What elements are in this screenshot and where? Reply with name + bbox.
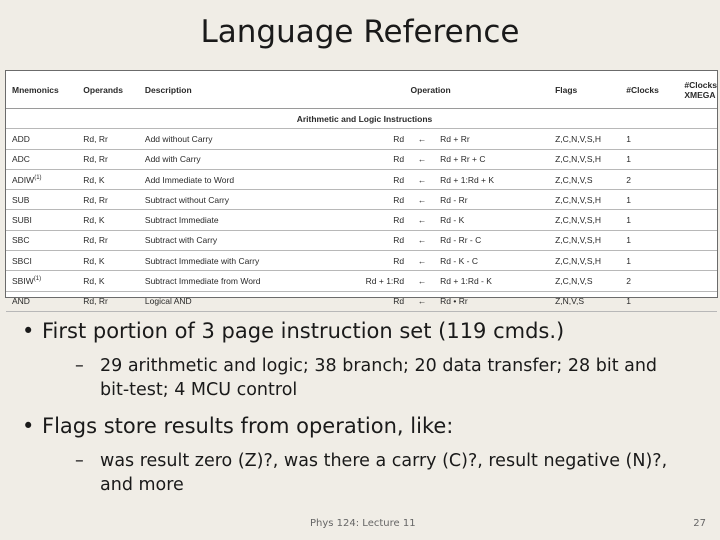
cell-clocks-xmega bbox=[678, 129, 717, 149]
operation-expr: Rd • Rr bbox=[440, 296, 468, 307]
cell-clocks-xmega bbox=[678, 149, 717, 169]
cell-flags: Z,C,N,V,S,H bbox=[549, 129, 620, 149]
operation-dest: Rd + 1:Rd bbox=[365, 276, 405, 287]
cell-clocks: 1 bbox=[620, 291, 678, 311]
left-arrow-icon: ← bbox=[417, 174, 427, 185]
cell-mnemonic bbox=[6, 291, 77, 311]
page-number: 27 bbox=[693, 518, 706, 529]
cell-operation bbox=[306, 149, 549, 169]
operation-expr: Rd - Rr bbox=[440, 194, 468, 205]
cell-clocks: 1 bbox=[620, 149, 678, 169]
instruction-table-image bbox=[5, 70, 718, 307]
cell-description: Subtract Immediate from Word bbox=[139, 271, 306, 291]
bullet-dot: • bbox=[22, 319, 35, 343]
cell-clocks-xmega bbox=[678, 210, 717, 230]
bullet-1-text: First portion of 3 page instruction set (119 cmds.) bbox=[42, 319, 565, 343]
cell-description: Subtract Immediate bbox=[139, 210, 306, 230]
table-row bbox=[6, 271, 717, 291]
sub-bullet-dash: – bbox=[75, 451, 84, 471]
left-arrow-icon: ← bbox=[417, 215, 427, 226]
slide-title: Language Reference bbox=[200, 14, 520, 50]
sub-bullet-1 bbox=[75, 354, 690, 402]
cell-mnemonic bbox=[6, 230, 77, 250]
cell-mnemonic bbox=[6, 210, 77, 230]
cell-flags: Z,C,N,V,S,H bbox=[549, 149, 620, 169]
sub-bullet-1-text: 29 arithmetic and logic; 38 branch; 20 data transfer; 28 bit and bit-test; 4 MCU control bbox=[100, 356, 658, 400]
instruction-table bbox=[6, 71, 717, 312]
cell-flags: Z,C,N,V,S,H bbox=[549, 210, 620, 230]
cell-flags: Z,C,N,V,S bbox=[549, 271, 620, 291]
operation-dest: Rd bbox=[393, 154, 405, 165]
mnemonic-text: ADIW bbox=[12, 174, 35, 185]
left-arrow-icon: ← bbox=[417, 276, 427, 287]
cell-clocks: 1 bbox=[620, 230, 678, 250]
bullet-2-text: Flags store results from operation, like: bbox=[42, 414, 454, 438]
mnemonic-text: AND bbox=[12, 296, 30, 307]
operation-expr: Rd + 1:Rd - K bbox=[440, 276, 492, 287]
cell-mnemonic bbox=[6, 169, 77, 189]
sub-bullet-2-text: was result zero (Z)?, was there a carry (C)?, result negative (N)?, and more bbox=[100, 451, 668, 495]
left-arrow-icon: ← bbox=[417, 235, 427, 246]
cell-operands: Rd, K bbox=[77, 210, 139, 230]
table-header-row bbox=[6, 71, 717, 109]
cell-operands: Rd, Rr bbox=[77, 190, 139, 210]
cell-description: Add with Carry bbox=[139, 149, 306, 169]
operation-expr: Rd - Rr - C bbox=[440, 235, 482, 246]
left-arrow-icon: ← bbox=[417, 154, 427, 165]
mnemonic-text: SBC bbox=[12, 235, 30, 246]
operation-dest: Rd bbox=[393, 255, 405, 266]
cell-operands: Rd, K bbox=[77, 251, 139, 271]
header-mnemonics: Mnemonics bbox=[6, 71, 77, 109]
sub-bullet-2 bbox=[75, 449, 690, 497]
cell-operation bbox=[306, 251, 549, 271]
bullet-dot: • bbox=[22, 414, 35, 438]
operation-expr: Rd - K bbox=[440, 215, 465, 226]
cell-mnemonic bbox=[6, 129, 77, 149]
cell-operation bbox=[306, 190, 549, 210]
mnemonic-text: SUB bbox=[12, 194, 30, 205]
section-title: Arithmetic and Logic Instructions bbox=[6, 109, 717, 129]
cell-mnemonic bbox=[6, 149, 77, 169]
left-arrow-icon: ← bbox=[417, 255, 427, 266]
header-operands: Operands bbox=[77, 71, 139, 109]
operation-expr: Rd - K - C bbox=[440, 255, 478, 266]
cell-flags: Z,C,N,V,S,H bbox=[549, 230, 620, 250]
cell-operation bbox=[306, 271, 549, 291]
mnemonic-text: SUBI bbox=[12, 215, 32, 226]
header-clocks-xmega-line1: #Clocks bbox=[684, 79, 717, 90]
left-arrow-icon: ← bbox=[417, 194, 427, 205]
mnemonic-note: (1) bbox=[33, 276, 42, 283]
header-flags: Flags bbox=[549, 71, 620, 109]
cell-operands: Rd, K bbox=[77, 169, 139, 189]
cell-operation bbox=[306, 230, 549, 250]
cell-operands: Rd, Rr bbox=[77, 230, 139, 250]
cell-flags: Z,C,N,V,S bbox=[549, 169, 620, 189]
footer-text: Phys 124: Lecture 11 bbox=[310, 518, 416, 529]
cell-description: Subtract Immediate with Carry bbox=[139, 251, 306, 271]
cell-clocks-xmega bbox=[678, 190, 717, 210]
operation-expr: Rd + 1:Rd + K bbox=[440, 174, 495, 185]
cell-mnemonic bbox=[6, 190, 77, 210]
cell-mnemonic bbox=[6, 251, 77, 271]
cell-flags: Z,C,N,V,S,H bbox=[549, 190, 620, 210]
cell-operands: Rd, K bbox=[77, 271, 139, 291]
mnemonic-note: (1) bbox=[34, 174, 42, 181]
header-operation: Operation bbox=[306, 71, 549, 109]
cell-operation bbox=[306, 169, 549, 189]
table-row bbox=[6, 169, 717, 189]
operation-dest: Rd bbox=[393, 194, 405, 205]
cell-operation bbox=[306, 129, 549, 149]
cell-clocks-xmega bbox=[678, 251, 717, 271]
mnemonic-text: ADC bbox=[12, 154, 30, 165]
mnemonic-text: ADD bbox=[12, 133, 30, 144]
cell-description: Add without Carry bbox=[139, 129, 306, 149]
operation-expr: Rd + Rr bbox=[440, 133, 470, 144]
table-row bbox=[6, 129, 717, 149]
cell-description: Add Immediate to Word bbox=[139, 169, 306, 189]
operation-dest: Rd bbox=[393, 133, 405, 144]
table-row bbox=[6, 190, 717, 210]
cell-clocks: 1 bbox=[620, 251, 678, 271]
bullet-1 bbox=[22, 318, 682, 344]
operation-expr: Rd + Rr + C bbox=[440, 154, 486, 165]
cell-description: Subtract with Carry bbox=[139, 230, 306, 250]
operation-dest: Rd bbox=[393, 215, 405, 226]
cell-clocks-xmega bbox=[678, 271, 717, 291]
cell-clocks: 2 bbox=[620, 271, 678, 291]
cell-clocks-xmega bbox=[678, 230, 717, 250]
mnemonic-text: SBIW bbox=[12, 276, 34, 287]
cell-operands: Rd, Rr bbox=[77, 291, 139, 311]
header-clocks: #Clocks bbox=[620, 71, 678, 109]
bullet-2 bbox=[22, 413, 682, 439]
left-arrow-icon: ← bbox=[417, 133, 427, 144]
operation-dest: Rd bbox=[393, 235, 405, 246]
cell-clocks: 1 bbox=[620, 210, 678, 230]
sub-bullet-dash: – bbox=[75, 356, 84, 376]
table-row bbox=[6, 149, 717, 169]
cell-operation bbox=[306, 210, 549, 230]
cell-operation bbox=[306, 291, 549, 311]
table-row bbox=[6, 230, 717, 250]
left-arrow-icon: ← bbox=[417, 296, 427, 307]
table-row bbox=[6, 291, 717, 311]
cell-operands: Rd, Rr bbox=[77, 129, 139, 149]
cell-description: Subtract without Carry bbox=[139, 190, 306, 210]
cell-flags: Z,C,N,V,S,H bbox=[549, 251, 620, 271]
cell-clocks-xmega bbox=[678, 291, 717, 311]
header-clocks-xmega bbox=[678, 71, 717, 109]
cell-operands: Rd, Rr bbox=[77, 149, 139, 169]
header-description: Description bbox=[139, 71, 306, 109]
operation-dest: Rd bbox=[393, 296, 405, 307]
table-row bbox=[6, 251, 717, 271]
cell-description: Logical AND bbox=[139, 291, 306, 311]
section-row bbox=[6, 109, 717, 129]
cell-flags: Z,N,V,S bbox=[549, 291, 620, 311]
cell-mnemonic bbox=[6, 271, 77, 291]
cell-clocks: 1 bbox=[620, 129, 678, 149]
cell-clocks: 1 bbox=[620, 190, 678, 210]
mnemonic-text: SBCI bbox=[12, 255, 32, 266]
cell-clocks: 2 bbox=[620, 169, 678, 189]
table-row bbox=[6, 210, 717, 230]
header-clocks-xmega-line2: XMEGA bbox=[684, 89, 716, 100]
operation-dest: Rd bbox=[393, 174, 405, 185]
cell-clocks-xmega bbox=[678, 169, 717, 189]
